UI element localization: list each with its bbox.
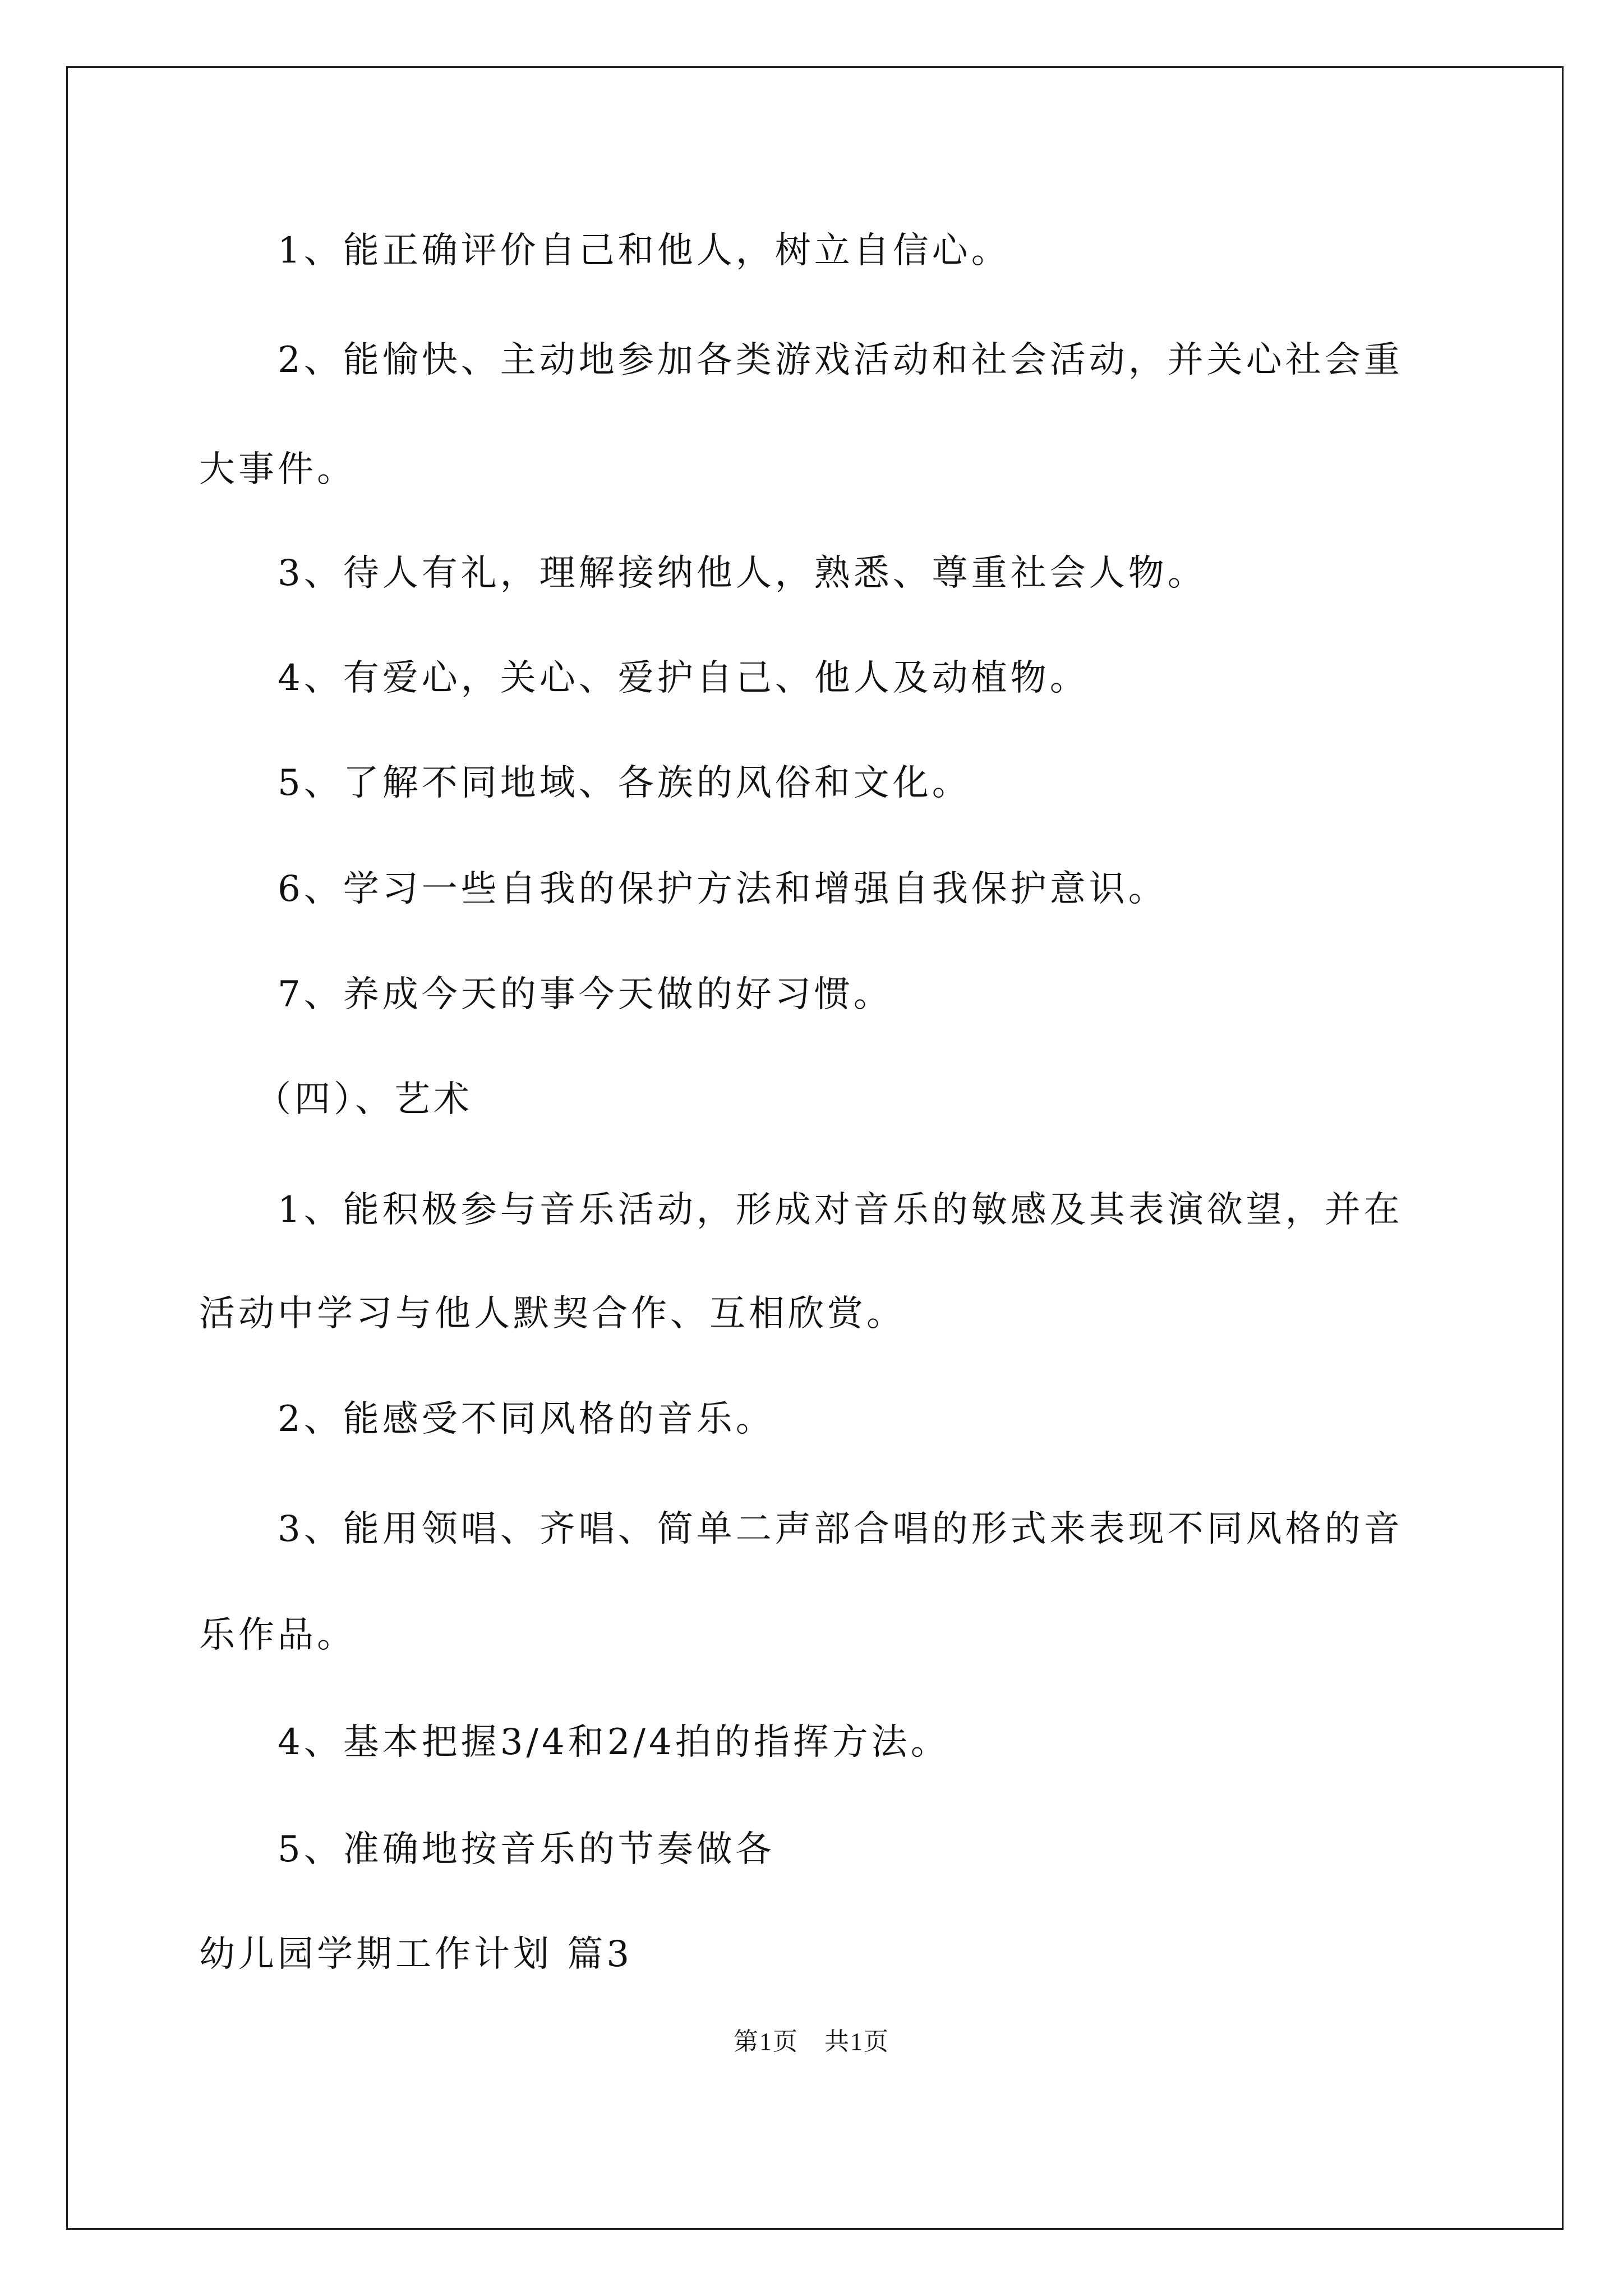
document-title: 幼儿园学期工作计划 篇3 xyxy=(199,1934,633,1975)
list-item-continuation: 乐作品。 xyxy=(199,1614,356,1656)
list-item: 5、了解不同地域、各族的风俗和文化。 xyxy=(278,762,971,804)
list-item: 1、能积极参与音乐活动，形成对音乐的敏感及其表演欲望，并在 xyxy=(278,1189,1403,1231)
list-item: 1、能正确评价自己和他人，树立自信心。 xyxy=(278,230,1011,272)
list-item: 3、待人有礼，理解接纳他人，熟悉、尊重社会人物。 xyxy=(278,553,1207,594)
list-item-continuation: 活动中学习与他人默契合作、互相欣赏。 xyxy=(199,1293,906,1335)
list-item: 5、准确地按音乐的节奏做各 xyxy=(278,1829,775,1870)
list-item: 4、有爱心，关心、爱护自己、他人及动植物。 xyxy=(278,657,1089,699)
list-item: 3、能用领唱、齐唱、简单二声部合唱的形式来表现不同风格的音 xyxy=(278,1508,1403,1550)
list-item: 2、能愉快、主动地参加各类游戏活动和社会活动，并关心社会重 xyxy=(278,339,1403,381)
page-border xyxy=(66,66,1564,2230)
list-item: 7、养成今天的事今天做的好习惯。 xyxy=(278,974,893,1015)
list-item: 2、能感受不同风格的音乐。 xyxy=(278,1398,775,1440)
list-item: 4、基本把握3/4和2/4拍的指挥方法。 xyxy=(278,1722,950,1763)
list-item: 6、学习一些自我的保护方法和增强自我保护意识。 xyxy=(278,868,1168,910)
page-footer: 第1页 共1页 xyxy=(734,2028,889,2055)
section-heading: （四）、艺术 xyxy=(255,1079,473,1120)
list-item-continuation: 大事件。 xyxy=(199,449,356,490)
